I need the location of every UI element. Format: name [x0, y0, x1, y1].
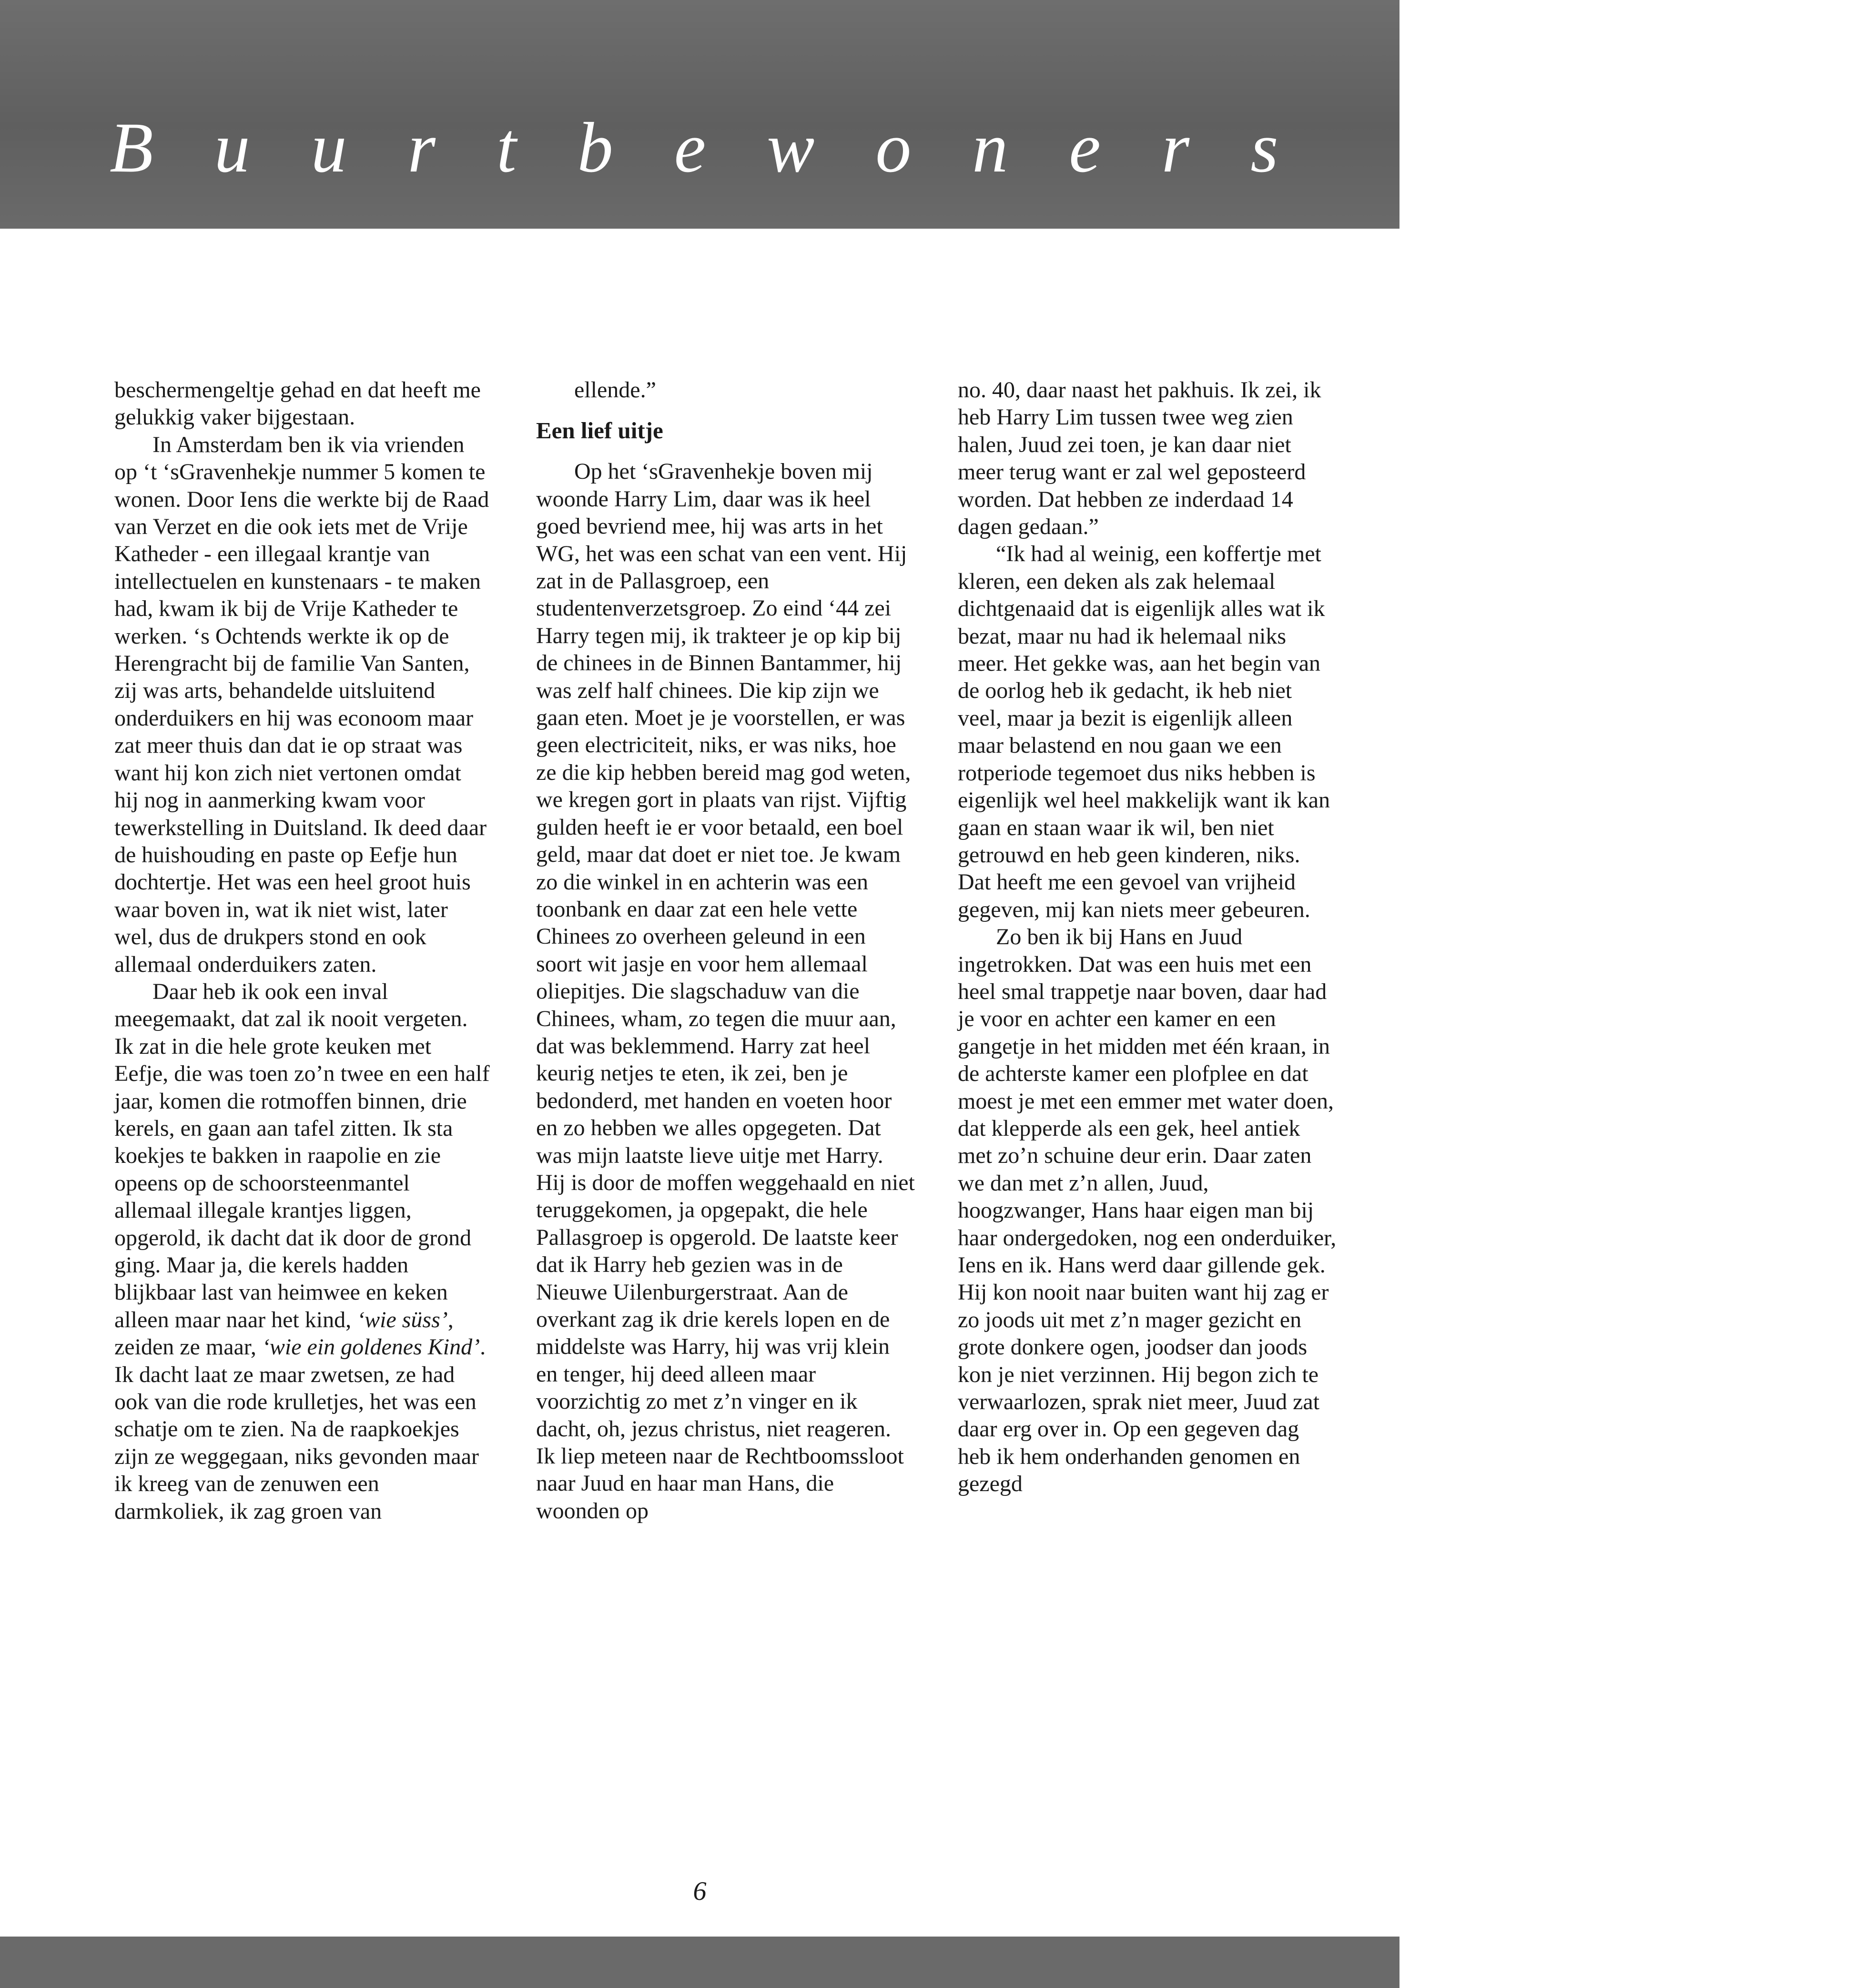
paragraph: [114, 978, 491, 1525]
page-title: Buurtbewoners en de: [110, 108, 1876, 187]
german-quote: ‘wie süss’: [357, 1307, 448, 1332]
paragraph: beschermengeltje gehad en dat heeft me gelukkig vaker bijgestaan.: [114, 377, 481, 430]
section-heading: Een lief uitje: [536, 417, 663, 444]
text-column-2: [536, 376, 915, 1524]
paragraph: Op het ‘sGravenhekje boven mij woonde Harry Lim, daar was ik heel goed bevriend mee, hij was arts in het WG, het was een schat van een vent. Hij zat in de Pallasgroep, een studentenverzetsgroep. Zo eind ‘44 zei Harry tegen mij, ik trakteer je op kip bij de chinees in de Binnen Bantammer, hij was zelf half chinees. Die kip zijn we gaan eten. Moet je je voorstellen, er was geen electriciteit, niks, er was niks, hoe ze die kip hebben bereid mag god weten, we kregen gort in plaats van rijst. Vijftig gulden heeft ie er voor betaald, een boel geld, maar dat doet er niet toe. Je kwam zo die winkel in en achterin was een toonbank en daar zat een hele vette Chinees zo overheen geleund in een soort wit jasje en voor hem allemaal oliepitjes. Die slagschaduw van die Chinees, wham, zo tegen die muur aan, dat was beklemmend. Harry zat heel keurig netjes te eten, ik zei, ben je bedonderd, met handen en voeten hoor en zo hebben we alles opgegeten. Dat was mijn laatste lieve uitje met Harry. Hij is door de moffen weggehaald en niet teruggekomen, ja opgepakt, die hele Pallasgroep is opgerold. De laatste keer dat ik Harry heb gezien was in de Nieuwe Uilenburgerstraat. Aan de overkant zag ik drie kerels lopen en de middelste was Harry, hij was vrij klein en tenger, hij deed alleen maar voorzichtig zo met z’n vinger en ik dacht, oh, jezus christus, niet reageren. Ik liep meteen naar de Rechtboomssloot naar Juud en haar man Hans, die woonden op: [536, 459, 915, 1524]
page-number: 6: [693, 1877, 707, 1906]
text-column-1: [114, 376, 491, 1525]
footer-band: [0, 1937, 1399, 1988]
paragraph-text: . Ik dacht laat ze maar zwetsen, ze had ook van die rode krulletjes, het was een schatje om te zien. Na de raapkoekjes zijn ze weggegaan, niks gevonden maar ik kreeg van de zenuwen een darmkoliek, ik zag groen van: [114, 1334, 486, 1524]
paragraph: no. 40, daar naast het pakhuis. Ik zei, ik heb Harry Lim tussen twee weg zien halen, Juud zei toen, je kan daar niet meer terug want er zal wel geposteerd worden. Dat hebben ze inderdaad 14 dagen gedaan.”: [958, 377, 1321, 540]
german-quote: ‘wie ein goldenes Kind’: [262, 1334, 480, 1360]
paragraph-text: , zeiden ze maar,: [114, 1307, 454, 1360]
header-band: [0, 0, 1876, 229]
paragraph: In Amsterdam ben ik via vrienden op ‘t ‘sGravenhekje nummer 5 komen te wonen. Door Iens die werkte bij de Raad van Verzet en die ook iets met de Vrije Katheder - een illegaal krantje van intellectuelen en kunstenaars - te maken had, kwam ik bij de Vrije Katheder te werken. ‘s Ochtends werkte ik op de Herengracht bij de familie Van Santen, zij was arts, behandelde uitsluitend onderduikers en hij was econoom maar zat meer thuis dan dat ie op straat was want hij kon zich niet vertonen omdat hij nog in aanmerking kwam voor tewerkstelling in Duitsland. Ik deed daar de huishouding en paste op Eefje hun dochtertje. Het was een heel groot huis waar boven in, wat ik niet wist, later wel, dus de drukpers stond en ook allemaal onderduikers zaten.: [114, 432, 489, 977]
paragraph: ellende.”: [574, 377, 656, 403]
paragraph-text: Daar heb ik ook een inval meegemaakt, dat zal ik nooit vergeten. Ik zat in die hele grote keuken met Eefje, die was toen zo’n twee en een half jaar, komen die rotmoffen binnen, drie kerels, en gaan aan tafel zitten. Ik sta koekjes te bakken in raapolie en zie opeens op de schoorsteenmantel allemaal illegale krantjes liggen, opgerold, ik dacht dat ik door de grond ging. Maar ja, die kerels hadden blijkbaar last van heimwee en keken alleen maar naar het kind,: [114, 979, 490, 1332]
paragraph: “Ik had al weinig, een koffertje met kleren, een deken als zak helemaal dichtgenaaid dat is eigenlijk alles wat ik bezat, maar nu had ik helemaal niks meer. Het gekke was, aan het begin van de oorlog heb ik gedacht, ik heb niet veel, maar ja bezit is eigenlijk alleen maar belastend en nou gaan we een rotperiode tegemoet dus niks hebben is eigenlijk wel heel makkelijk want ik kan gaan en staan waar ik wil, ben niet getrouwd en heb geen kinderen, niks. Dat heeft me een gevoel van vrijheid gegeven, mij kan niets meer gebeuren.: [958, 541, 1330, 922]
paragraph: Zo ben ik bij Hans en Juud ingetrokken. Dat was een huis met een heel smal trappetje naar boven, daar had je voor en achter een kamer en een gangetje in het midden met één kraan, in de achterste kamer een plofplee en dat moest je met een emmer met water doen, dat klepperde als een gek, heel antiek met zo’n schuine deur erin. Daar zaten we dan met z’n allen, Juud, hoogzwanger, Hans haar eigen man bij haar ondergedoken, nog een onderduiker, Iens en ik. Hans werd daar gillende gek. Hij kon nooit naar buiten want hij zag er zo joods uit met z’n mager gezicht en grote donkere ogen, joodser dan joods kon je niet verzinnen. Hij begon zich te verwaarlozen, sprak niet meer, Juud zat daar erg over in. Op een gegeven dag heb ik hem onderhanden genomen en gezegd: [958, 924, 1337, 1497]
text-column-3: [958, 376, 1337, 1498]
